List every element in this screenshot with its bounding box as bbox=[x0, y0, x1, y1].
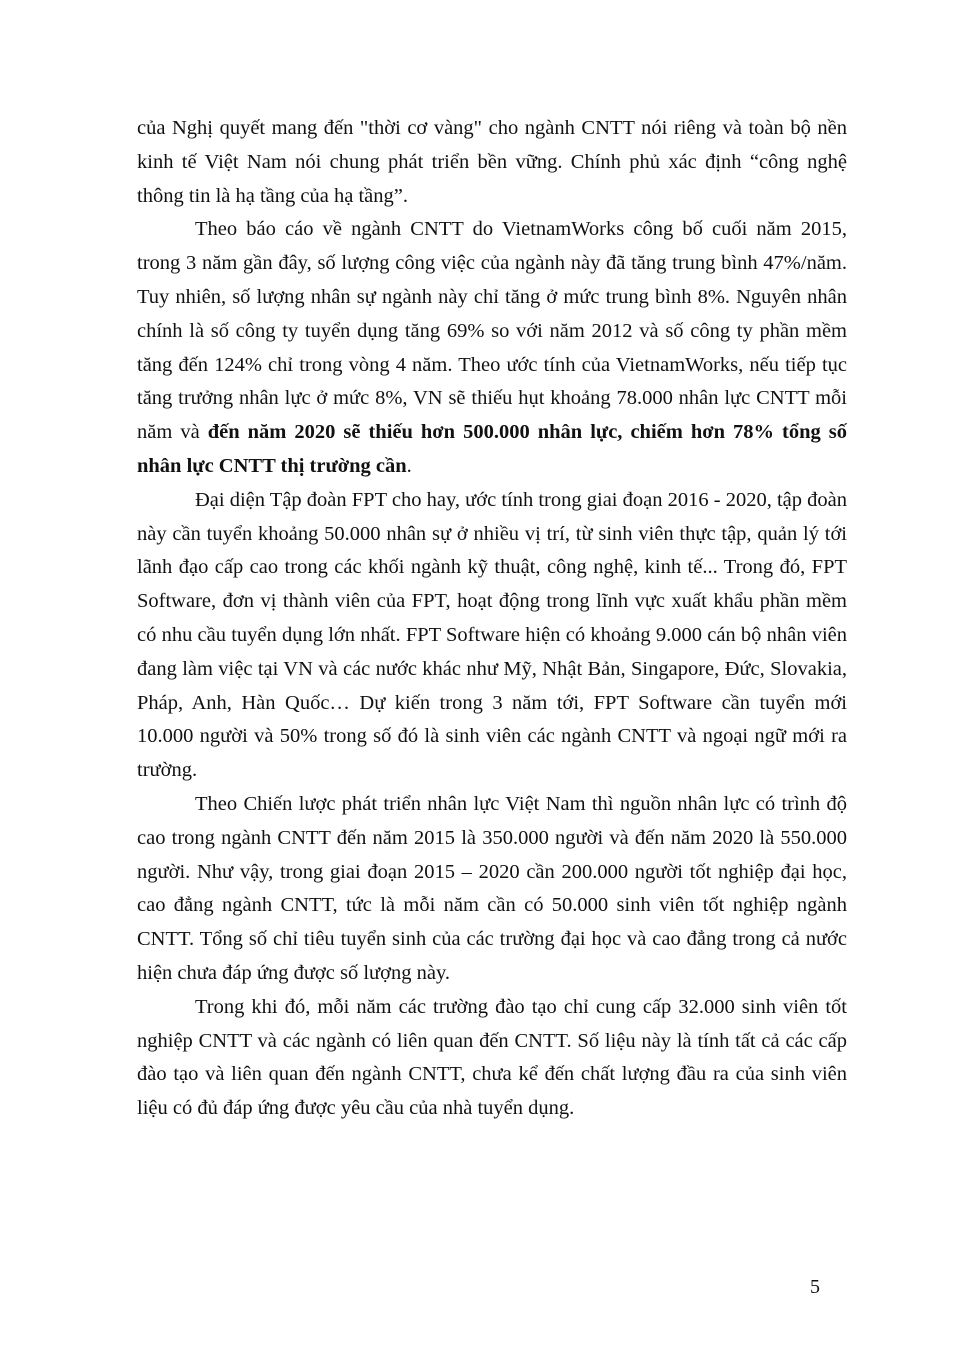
paragraph-3 bbox=[137, 484, 847, 788]
document-page bbox=[137, 112, 847, 1126]
page-number: 5 bbox=[810, 1276, 820, 1298]
paragraph-2 bbox=[137, 213, 847, 483]
paragraph-text: Theo báo cáo về ngành CNTT do VietnamWorks công bố cuối năm 2015, trong 3 năm gần đây, số lượng công việc của ngành này đã tăng trung bình 47%/năm. Tuy nhiên, số lượng nhân sự ngành này chỉ tăng ở mức trung bình 8%. Nguyên nhân chính là số công ty tuyển dụng tăng 69% so với năm 2012 và số công ty phần mềm tăng đến 124% chỉ trong vòng 4 năm. Theo ước tính của VietnamWorks, nếu tiếp tục tăng trưởng nhân lực ở mức 8%, VN sẽ thiếu hụt khoảng 78.000 nhân lực CNTT mỗi năm và bbox=[137, 218, 847, 444]
paragraph-text: Trong khi đó, mỗi năm các trường đào tạo chỉ cung cấp 32.000 sinh viên tốt nghiệp CNTT và các ngành có liên quan đến CNTT. Số liệu này là tính tất cả các cấp đào tạo và liên quan đến ngành CNTT, chưa kể đến chất lượng đầu ra của sinh viên liệu có đủ đáp ứng được yêu cầu của nhà tuyển dụng. bbox=[137, 995, 847, 1120]
paragraph-end: . bbox=[406, 454, 412, 477]
paragraph-text: Theo Chiến lược phát triển nhân lực Việt Nam thì nguồn nhân lực có trình độ cao trong ngành CNTT đến năm 2015 là 350.000 người và đến năm 2020 là 550.000 người. Như vậy, trong giai đoạn 2015 – 2020 cần 200.000 người tốt nghiệp đại học, cao đẳng ngành CNTT, tức là mỗi năm cần có 50.000 sinh viên tốt nghiệp ngành CNTT. Tổng số chỉ tiêu tuyển sinh của các trường đại học và cao đẳng trong cả nước hiện chưa đáp ứng được số lượng này. bbox=[137, 792, 847, 984]
paragraph-4 bbox=[137, 788, 847, 991]
bold-emphasis: đến năm 2020 sẽ thiếu hơn 500.000 nhân lực, chiếm hơn 78% tổng số nhân lực CNTT thị trường cần bbox=[137, 421, 847, 477]
paragraph-1 bbox=[137, 112, 847, 213]
paragraph-text: Đại diện Tập đoàn FPT cho hay, ước tính trong giai đoạn 2016 - 2020, tập đoàn này cần tuyển khoảng 50.000 nhân sự ở nhiều vị trí, từ sinh viên thực tập, quản lý tới lãnh đạo cấp cao trong các khối ngành kỹ thuật, công nghệ, kinh tế... Trong đó, FPT Software, đơn vị thành viên của FPT, hoạt động trong lĩnh vực xuất khẩu phần mềm có nhu cầu tuyển dụng lớn nhất. FPT Software hiện có khoảng 9.000 cán bộ nhân viên đang làm việc tại VN và các nước khác như Mỹ, Nhật Bản, Singapore, Đức, Slovakia, Pháp, Anh, Hàn Quốc… Dự kiến trong 3 năm tới, FPT Software cần tuyển mới 10.000 người và 50% trong số đó là sinh viên các ngành CNTT và ngoại ngữ mới ra trường. bbox=[137, 488, 847, 782]
paragraph-text: của Nghị quyết mang đến "thời cơ vàng" cho ngành CNTT nói riêng và toàn bộ nền kinh tế Việt Nam nói chung phát triển bền vững. Chính phủ xác định “công nghệ thông tin là hạ tầng của hạ tầng”. bbox=[137, 117, 847, 207]
paragraph-5 bbox=[137, 991, 847, 1126]
